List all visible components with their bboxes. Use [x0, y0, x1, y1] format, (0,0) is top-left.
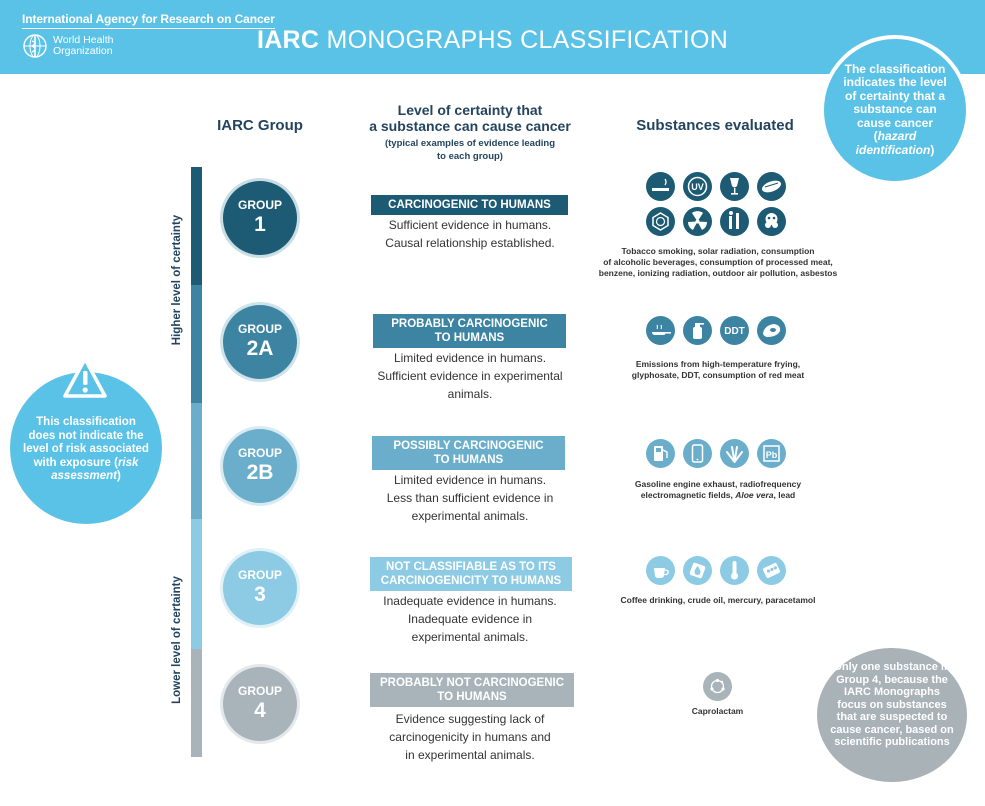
note-left-text: This classification does not indicate the level of risk associated with exposure ( [23, 416, 149, 469]
group-2b-badge-line2: TO HUMANS [433, 454, 504, 466]
group-1-badge-line1: CARCINOGENIC TO HUMANS [388, 199, 551, 211]
solar-radiation-uv-icon [683, 172, 712, 201]
group-4-badge-line2: TO HUMANS [437, 691, 507, 703]
group-1-number: 1 [254, 213, 266, 236]
note-right-end: ) [930, 142, 935, 157]
group-1-substances [583, 246, 853, 279]
group-2a-badge [373, 314, 566, 348]
ddt-icon [720, 316, 749, 345]
group-2b-substances [583, 479, 853, 501]
group-2b-subst-line2 [583, 490, 853, 501]
group-3-desc-line3: experimental animals. [411, 630, 529, 644]
group-4-circle [223, 667, 297, 741]
paracetamol-pills-icon [757, 556, 786, 585]
group-2a-badge-line1: PROBABLY CARCINOGENIC [391, 318, 548, 330]
group-3-desc-line1: Inadequate evidence in humans. [383, 594, 557, 608]
pb-icon-label: Pb [765, 450, 778, 460]
group-2a-desc-line3: animals. [447, 387, 493, 401]
certainty-sub1: (typical examples of evidence leading [384, 138, 555, 149]
group-4-desc-line3: in experimental animals. [405, 748, 535, 762]
group-1-icons-row1 [646, 172, 786, 201]
group-2a-badge-line2: TO HUMANS [434, 332, 505, 344]
group-3-badge-line1: NOT CLASSIFIABLE AS TO ITS [386, 561, 556, 573]
group-2a-desc-line2: Sufficient evidence in experimental [377, 369, 563, 383]
hazard-identification-note [820, 35, 970, 185]
group-2b-description [350, 471, 590, 525]
group-3-circle [223, 551, 297, 625]
column-header-substances: Substances evaluated [636, 117, 794, 134]
group-2a-desc-line1: Limited evidence in humans. [393, 351, 547, 365]
caprolactam-molecule-icon [703, 672, 732, 701]
group-2a-subst-line1: Emissions from high-temperature frying, [635, 359, 801, 369]
who-name-line1: World Health [53, 34, 114, 46]
title-bold: IARC [256, 26, 320, 54]
ddt-icon-label: DDT [724, 326, 745, 337]
processed-meat-icon [757, 172, 786, 201]
group-4-desc-line1: Evidence suggesting lack of [395, 712, 545, 726]
certainty-line1: Level of certainty that [397, 102, 543, 118]
group-2b-desc-line1: Limited evidence in humans. [393, 473, 547, 487]
note-right-text: The classification indicates the level of certainty that a substance can cause cancer ( [843, 61, 947, 144]
group-1-description [350, 216, 590, 252]
certainty-bar-group2b [191, 403, 202, 519]
certainty-bar-group2a [191, 285, 202, 403]
alcoholic-beverage-icon [720, 172, 749, 201]
group-4-desc-line2: carcinogenicity in humans and [389, 730, 551, 744]
group-2b-badge-line1: POSSIBLY CARCINOGENIC [393, 440, 544, 452]
group-4-substances [650, 706, 785, 717]
group-1-badge [371, 195, 568, 215]
group-2a-subst-line2: glyphosate, DDT, consumption of red meat [631, 370, 805, 380]
column-header-certainty [350, 102, 590, 163]
note-left-end: ) [117, 470, 121, 482]
group-2a-substances [583, 359, 853, 381]
warning-icon [62, 356, 108, 400]
group-4-badge [370, 673, 574, 707]
group-3-icons [646, 556, 786, 585]
high-temperature-frying-icon [646, 316, 675, 345]
group-3-number: 3 [254, 583, 266, 606]
certainty-bar-group3 [191, 519, 202, 649]
crude-oil-icon [683, 556, 712, 585]
group-2a-icons [646, 316, 786, 345]
certainty-bar-group4 [191, 649, 202, 757]
group-3-badge-line2: CARCINOGENICITY TO HUMANS [380, 575, 562, 587]
certainty-bar-group1 [191, 167, 202, 285]
aloe-vera-icon [720, 439, 749, 468]
note-right-italic: hazard identification [855, 129, 931, 157]
column-header-group: IARC Group [217, 117, 303, 134]
group-2b-badge [372, 436, 565, 470]
group-1-desc-line2: Causal relationship established. [385, 236, 555, 250]
group-2b-subst-end: , lead [773, 490, 796, 500]
asbestos-icon [757, 207, 786, 236]
iarc-agency-name: International Agency for Research on Cancer [22, 12, 275, 29]
note-left-italic: risk assessment [51, 456, 139, 482]
group-2a-description [350, 349, 590, 403]
group-2a-circle [223, 305, 297, 379]
coffee-cup-icon [646, 556, 675, 585]
group-1-subst-line3: benzene, ionizing radiation, outdoor air pollution, asbestos [598, 268, 838, 278]
uv-icon-label: UV [691, 182, 704, 192]
group-2b-subst-line1: Gasoline engine exhaust, radiofrequency [634, 479, 802, 489]
group-4-icons [703, 672, 732, 701]
tobacco-smoking-icon [646, 172, 675, 201]
group-2b-icons [646, 439, 786, 468]
group-1-label: GROUP [237, 198, 282, 212]
certainty-sub2: to each group) [437, 151, 503, 162]
group-1-icons-row2 [646, 207, 786, 236]
group-2a-label: GROUP [237, 322, 282, 336]
outdoor-air-pollution-icon [720, 207, 749, 236]
group-1-circle [223, 181, 297, 255]
group-2b-desc-line2: Less than sufficient evidence in [386, 491, 554, 505]
certainty-subtitle [350, 137, 590, 163]
mercury-thermometer-icon [720, 556, 749, 585]
group-4-badge-line1: PROBABLY NOT CARCINOGENIC [379, 677, 565, 689]
group-3-badge [370, 557, 572, 591]
page-title [0, 26, 985, 55]
group-2a-number: 2A [246, 337, 274, 360]
group-4-subst-line1: Caprolactam [691, 706, 744, 716]
group-3-desc-line2: Inadequate evidence in [407, 612, 533, 626]
glyphosate-sprayer-icon [683, 316, 712, 345]
group-4-number: 4 [254, 699, 266, 722]
higher-certainty-label: Higher level of certainty [171, 214, 183, 346]
group-4-explanation-note: Only one substance in Group 4, because the IARC Monographs focus on substances that are suspected to cause cancer, based on scientific publications [817, 648, 967, 782]
group-2b-circle [223, 429, 297, 503]
who-name-line2: Organization [53, 45, 113, 57]
group-4-label: GROUP [237, 684, 282, 698]
group-2b-desc-line3: experimental animals. [411, 509, 529, 523]
group-3-label: GROUP [237, 568, 282, 582]
group-3-subst-line1: Coffee drinking, crude oil, mercury, paracetamol [620, 595, 816, 605]
group-1-desc-line1: Sufficient evidence in humans. [388, 218, 552, 232]
lead-pb-icon [757, 439, 786, 468]
gasoline-pump-icon [646, 439, 675, 468]
group-1-subst-line1: Tobacco smoking, solar radiation, consumption [621, 246, 815, 256]
group-2b-number: 2B [246, 461, 274, 484]
title-rest: MONOGRAPHS CLASSIFICATION [319, 26, 729, 54]
group-4-description [350, 710, 590, 764]
group-3-substances [583, 595, 853, 606]
group-1-subst-line2: of alcoholic beverages, consumption of processed meat, [603, 257, 833, 267]
certainty-line2: a substance can cause cancer [369, 118, 571, 134]
benzene-icon [646, 207, 675, 236]
lower-certainty-label: Lower level of certainty [171, 576, 183, 704]
group-3-description [350, 592, 590, 646]
ionizing-radiation-icon [683, 207, 712, 236]
group-2b-subst-plain: electromagnetic fields, [640, 490, 736, 500]
group-2b-label: GROUP [237, 446, 282, 460]
red-meat-icon [757, 316, 786, 345]
group-2b-subst-italic: Aloe vera [735, 490, 774, 500]
mobile-phone-icon [683, 439, 712, 468]
